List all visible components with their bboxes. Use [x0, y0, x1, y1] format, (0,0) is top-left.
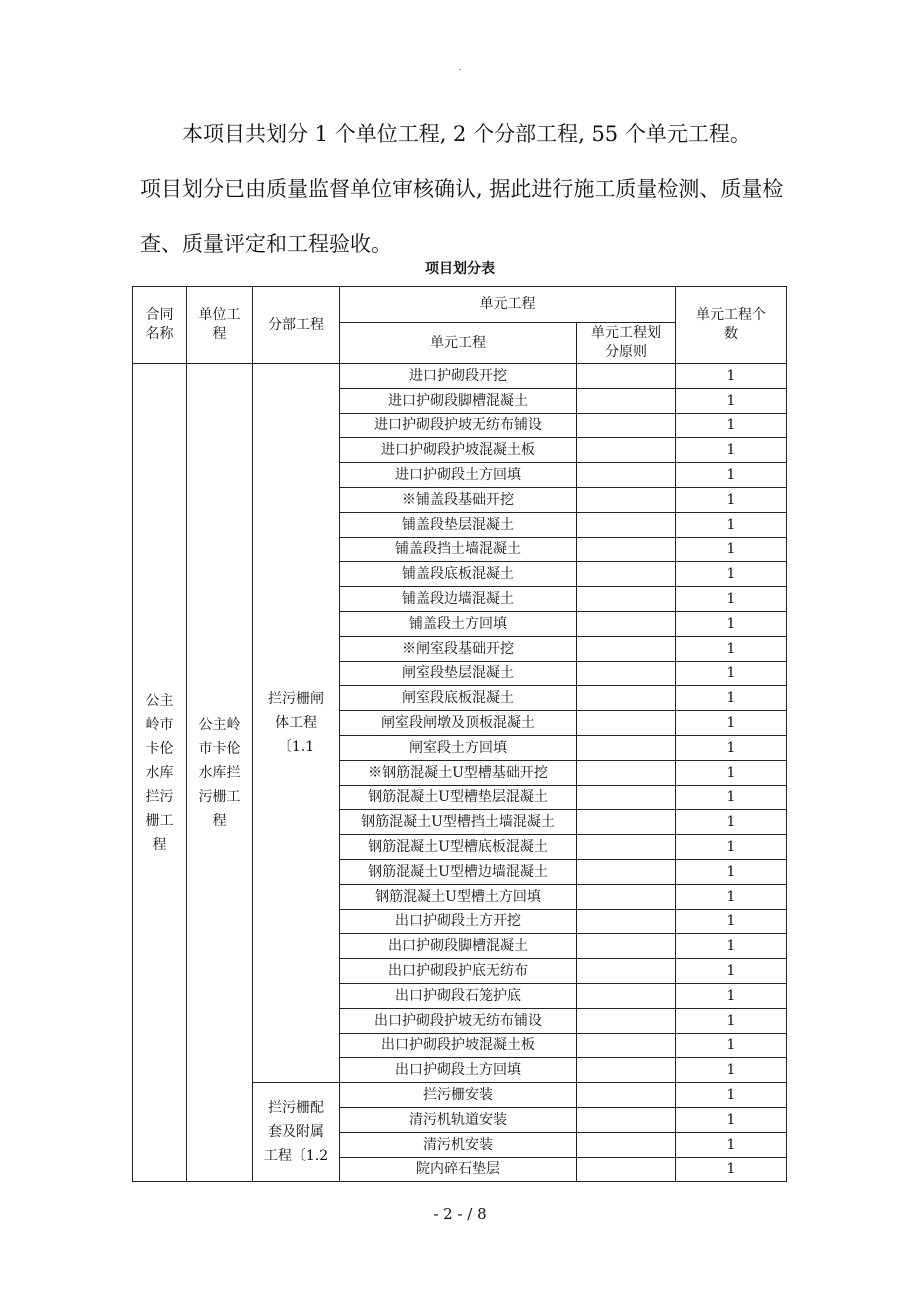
element-principle-cell: [577, 1157, 676, 1182]
page-number: - 2 - / 8: [433, 1205, 487, 1223]
element-name-cell: 出口护砌段护坡无纺布铺设: [340, 1008, 577, 1033]
element-principle-cell: [577, 487, 676, 512]
element-principle-cell: [577, 388, 676, 413]
element-count-cell: 1: [676, 884, 787, 909]
element-principle-cell: [577, 959, 676, 984]
table-row: [133, 364, 787, 389]
element-name-cell: 进口护砌段护坡混凝土板: [340, 438, 577, 463]
element-name-cell: 清污机轨道安装: [340, 1107, 577, 1132]
header-contract: 合同名称: [133, 287, 187, 364]
element-count-cell: 1: [676, 438, 787, 463]
element-principle-cell: [577, 1058, 676, 1083]
table-title: 项目划分表: [425, 261, 495, 277]
element-name-cell: 闸室段底板混凝土: [340, 686, 577, 711]
element-name-cell: 拦污栅安装: [340, 1083, 577, 1108]
element-principle-cell: [577, 438, 676, 463]
element-name-cell: 出口护砌段土方回填: [340, 1058, 577, 1083]
element-count-cell: 1: [676, 959, 787, 984]
element-name-cell: 进口护砌段土方回填: [340, 463, 577, 488]
element-principle-cell: [577, 1033, 676, 1058]
division-cell: 拦污栅闸体工程〔1.1: [253, 364, 340, 1083]
element-name-cell: 钢筋混凝土U型槽挡土墙混凝土: [340, 810, 577, 835]
element-count-cell: 1: [676, 512, 787, 537]
intro-line-2: 项目划分已由质量监督单位审核确认, 据此进行施工质量检测、质量检查、质量评定和工程验收。: [140, 177, 784, 256]
element-count-cell: 1: [676, 735, 787, 760]
intro-paragraph: [140, 107, 800, 272]
element-principle-cell: [577, 934, 676, 959]
element-count-cell: 1: [676, 562, 787, 587]
element-principle-cell: [577, 661, 676, 686]
element-name-cell: 钢筋混凝土U型槽垫层混凝土: [340, 785, 577, 810]
element-count-cell: 1: [676, 1157, 787, 1182]
element-count-cell: 1: [676, 636, 787, 661]
element-name-cell: 铺盖段底板混凝土: [340, 562, 577, 587]
header-element: 单元工程: [340, 323, 577, 364]
element-principle-cell: [577, 562, 676, 587]
element-count-cell: 1: [676, 587, 787, 612]
element-count-cell: 1: [676, 934, 787, 959]
element-count-cell: 1: [676, 611, 787, 636]
element-name-cell: ※闸室段基础开挖: [340, 636, 577, 661]
element-name-cell: 出口护砌段土方开挖: [340, 909, 577, 934]
element-principle-cell: [577, 835, 676, 860]
element-principle-cell: [577, 413, 676, 438]
element-principle-cell: [577, 611, 676, 636]
element-principle-cell: [577, 364, 676, 389]
element-principle-cell: [577, 735, 676, 760]
element-count-cell: 1: [676, 810, 787, 835]
element-principle-cell: [577, 983, 676, 1008]
element-name-cell: 钢筋混凝土U型槽底板混凝土: [340, 835, 577, 860]
element-count-cell: 1: [676, 1033, 787, 1058]
element-principle-cell: [577, 711, 676, 736]
element-name-cell: 钢筋混凝土U型槽土方回填: [340, 884, 577, 909]
element-principle-cell: [577, 1008, 676, 1033]
element-name-cell: 院内碎石垫层: [340, 1157, 577, 1182]
element-count-cell: 1: [676, 686, 787, 711]
element-count-cell: 1: [676, 785, 787, 810]
element-name-cell: 出口护砌段护底无纺布: [340, 959, 577, 984]
element-count-cell: 1: [676, 1058, 787, 1083]
element-name-cell: 出口护砌段石笼护底: [340, 983, 577, 1008]
element-count-cell: 1: [676, 388, 787, 413]
element-count-cell: 1: [676, 661, 787, 686]
element-name-cell: 闸室段闸墩及顶板混凝土: [340, 711, 577, 736]
element-principle-cell: [577, 587, 676, 612]
element-count-cell: 1: [676, 835, 787, 860]
element-principle-cell: [577, 884, 676, 909]
top-mark: .: [458, 62, 462, 73]
element-count-cell: 1: [676, 1107, 787, 1132]
element-name-cell: 铺盖段土方回填: [340, 611, 577, 636]
element-principle-cell: [577, 463, 676, 488]
element-count-cell: 1: [676, 1008, 787, 1033]
element-name-cell: 出口护砌段护坡混凝土板: [340, 1033, 577, 1058]
header-count: 单元工程个数: [676, 287, 787, 364]
element-name-cell: 钢筋混凝土U型槽边墙混凝土: [340, 859, 577, 884]
element-name-cell: 进口护砌段开挖: [340, 364, 577, 389]
header-element-group: 单元工程: [340, 287, 676, 323]
element-name-cell: 出口护砌段脚槽混凝土: [340, 934, 577, 959]
element-principle-cell: [577, 810, 676, 835]
unit-project-cell: 公主岭市卡伦水库拦污栅工程: [187, 364, 253, 1182]
element-count-cell: 1: [676, 711, 787, 736]
element-count-cell: 1: [676, 1132, 787, 1157]
header-unit-project: 单位工程: [187, 287, 253, 364]
element-count-cell: 1: [676, 1083, 787, 1108]
element-name-cell: 闸室段土方回填: [340, 735, 577, 760]
element-principle-cell: [577, 1083, 676, 1108]
element-name-cell: 进口护砌段脚槽混凝土: [340, 388, 577, 413]
element-name-cell: 铺盖段垫层混凝土: [340, 512, 577, 537]
element-name-cell: 清污机安装: [340, 1132, 577, 1157]
element-count-cell: 1: [676, 487, 787, 512]
element-principle-cell: [577, 760, 676, 785]
element-principle-cell: [577, 537, 676, 562]
project-division-table: [132, 286, 787, 1182]
element-count-cell: 1: [676, 364, 787, 389]
element-principle-cell: [577, 636, 676, 661]
element-principle-cell: [577, 785, 676, 810]
header-principle: 单元工程划分原则: [577, 323, 676, 364]
element-count-cell: 1: [676, 859, 787, 884]
element-name-cell: 进口护砌段护坡无纺布铺设: [340, 413, 577, 438]
division-cell: 拦污栅配套及附属工程〔1.2: [253, 1083, 340, 1182]
element-principle-cell: [577, 859, 676, 884]
element-name-cell: 铺盖段挡土墙混凝土: [340, 537, 577, 562]
element-principle-cell: [577, 1132, 676, 1157]
header-division: 分部工程: [253, 287, 340, 364]
element-count-cell: 1: [676, 909, 787, 934]
element-principle-cell: [577, 1107, 676, 1132]
table-body: [133, 364, 787, 1182]
element-name-cell: ※钢筋混凝土U型槽基础开挖: [340, 760, 577, 785]
element-count-cell: 1: [676, 537, 787, 562]
element-principle-cell: [577, 512, 676, 537]
element-count-cell: 1: [676, 413, 787, 438]
element-count-cell: 1: [676, 463, 787, 488]
element-name-cell: 闸室段垫层混凝土: [340, 661, 577, 686]
element-principle-cell: [577, 909, 676, 934]
intro-line-1: 本项目共划分 1 个单位工程, 2 个分部工程, 55 个单元工程。: [182, 122, 751, 146]
contract-name-cell: 公主岭市卡伦水库拦污栅工程: [133, 364, 187, 1182]
element-count-cell: 1: [676, 760, 787, 785]
element-name-cell: ※铺盖段基础开挖: [340, 487, 577, 512]
element-count-cell: 1: [676, 983, 787, 1008]
element-principle-cell: [577, 686, 676, 711]
element-name-cell: 铺盖段边墙混凝土: [340, 587, 577, 612]
